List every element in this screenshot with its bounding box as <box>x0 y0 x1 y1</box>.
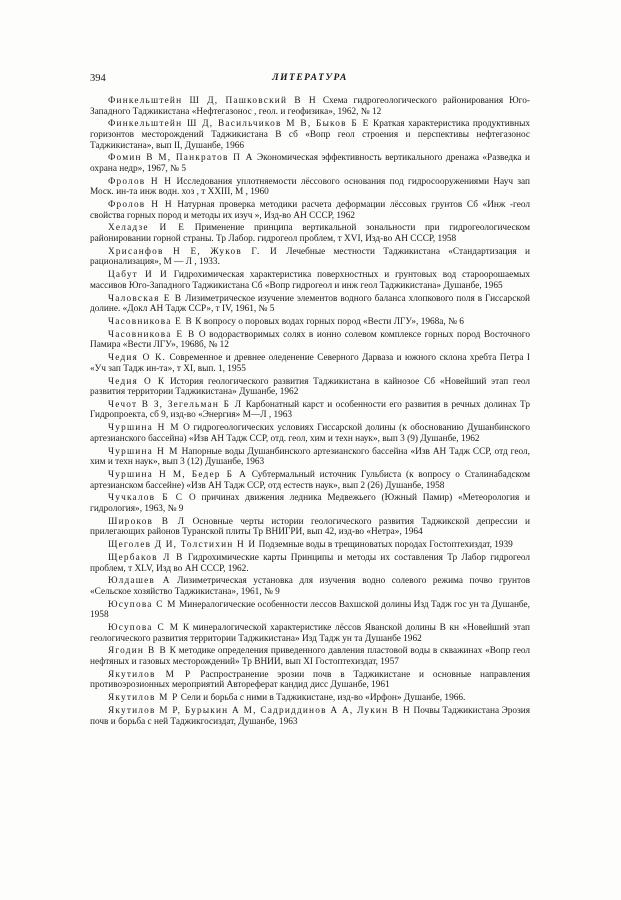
reference-text: Субтермальный источник Гульбиста (к вопросу о Сталинабадском артезианском бассейне) «Изв АН Тадж ССР, отд естеств наук», вып 2 (26) Душанбе, 1958 <box>90 470 530 491</box>
reference-authors: Чечот В З, Зегельман Б Л <box>108 399 243 410</box>
reference-entry <box>90 153 530 174</box>
reference-entry <box>90 670 530 691</box>
reference-text: Сели и борьба с ними в Таджикистане, изд-во «Ирфон» Душанбе, 1966. <box>178 693 466 704</box>
reference-authors: Фролов Н Н <box>108 200 173 211</box>
reference-entry <box>90 600 530 621</box>
reference-entry <box>90 247 530 268</box>
reference-entry <box>90 540 530 551</box>
running-title: ЛИТЕРАТУРА <box>272 73 348 83</box>
reference-text: Гидрохимические карты Принципы и методы их составления Тр Лабор гидрогеол проблем, т XLV, Изд во АН СССР, 1962. <box>90 552 530 574</box>
reference-authors: Хрисанфов Н Е, Жуков Г. И <box>108 246 278 257</box>
reference-authors: Часовникова Е В <box>108 329 196 340</box>
reference-entry <box>90 294 530 315</box>
reference-text: Гидрохимическая характеристика поверхностных и грунтовых вод староорошаемых массивов Юго-Западного Таджикистана Сб «Вопр гидрогеол и инж геол Таджикистана» Душанбе, 1965 <box>90 270 530 291</box>
reference-entry <box>90 317 530 328</box>
reference-entry <box>90 447 530 468</box>
reference-entry <box>90 223 530 244</box>
page-header <box>90 73 530 87</box>
reference-entry <box>90 353 530 374</box>
reference-text: Минералогические особенности лессов Вахшской долины Изд Тадж гос ун та Душанбе, 1958 <box>90 599 530 621</box>
reference-entry <box>90 96 530 117</box>
reference-authors: Часовникова Е В <box>108 316 193 327</box>
reference-authors: Чуршина Н М <box>108 446 179 457</box>
reference-authors: Щербаков Л В <box>108 552 184 563</box>
reference-entry <box>90 706 530 727</box>
reference-authors: Якутилов М Р <box>108 693 179 704</box>
reference-authors: Чедия О К <box>108 376 166 387</box>
reference-text: О гидрогеологических условиях Гиссарской долины (к обоснованию Душанбинского артезианского бассейна) «Изв АН Тадж ССР, отд. геол, хим и техн наук», вып 3 (9) Душанбе, 1962 <box>90 423 530 444</box>
reference-authors: Чаловская Е В <box>108 293 183 304</box>
reference-authors: Юлдашев А <box>108 576 171 587</box>
reference-text: Подземные воды в трещиноватых породах Гостоптехиздат, 1939 <box>256 540 513 551</box>
reference-entry <box>90 553 530 574</box>
reference-entry <box>90 330 530 351</box>
reference-text: Почвы Таджикистана Эрозия почв и борьба с ней Таджикгосиздат, Душанбе, 1963 <box>90 705 530 727</box>
reference-entry <box>90 119 530 151</box>
reference-authors: Фролов Н Н <box>108 176 173 187</box>
reference-text: Напорные воды Душанбинского артезианского бассейна «Изв АН Тадж ССР, отд геол, хим и техн наук», вып 3 (12) Душанбе, 1963 <box>90 446 530 468</box>
reference-text: Экономическая эффективность вертикального дренажа «Разведка и охрана недр», 1967, № 5 <box>90 153 530 174</box>
page-number: 394 <box>90 73 106 84</box>
reference-authors: Ягодин В В <box>108 646 167 657</box>
reference-authors: Широков В Л <box>108 516 186 527</box>
reference-text: Лечебные местности Таджикистана «Стандартизация и рационализация», М — Л , 1933. <box>90 246 530 268</box>
reference-authors: Чедия О К. <box>108 353 167 364</box>
reference-authors: Чучкалов Б С <box>108 493 184 504</box>
reference-text: Применение принципа вертикальной зональности при гидрогеологическом районировании горной страны. Тр Лабор. гидрогеол проблем, т XVI, Изд-во АН СССР, 1958 <box>90 223 530 245</box>
reference-list <box>90 96 530 729</box>
reference-authors: Якутилов М Р, Бурыкин А М, Садриддинов А А, Лукин В Н <box>108 705 411 716</box>
reference-entry <box>90 576 530 597</box>
reference-entry <box>90 177 530 198</box>
reference-authors: Юсупова С М <box>108 599 177 610</box>
reference-text: О водорастворимых солях в ионно солевом комплексе горных пород Восточного Памира «Вести ЛГУ», 1968б, № 12 <box>90 329 530 351</box>
reference-entry <box>90 493 530 514</box>
reference-text: Лизиметрическая установка для изучения водно солевого режима почво грунтов «Сельское хозяйство Таджикистана», 1961, № 9 <box>90 576 530 597</box>
reference-authors: Финкельштейн Ш Д, Васильчиков М В, Быков Б Е <box>108 119 370 130</box>
reference-authors: Щеголев Д И, Толстихин Н И <box>108 540 257 551</box>
reference-authors: Цабут И И <box>108 270 168 281</box>
reference-authors: Якутилов М Р <box>108 669 192 680</box>
reference-authors: Хеладзе И Е <box>108 223 186 234</box>
reference-entry <box>90 377 530 398</box>
reference-authors: Чуршина Н М, Бедер Б А <box>108 470 248 480</box>
reference-entry <box>90 646 530 667</box>
reference-entry <box>90 200 530 221</box>
reference-text: К вопросу о поровых водах горных пород «Вести ЛГУ», 1968а, № 6 <box>192 316 464 327</box>
reference-entry <box>90 623 530 644</box>
reference-text: Исследования уплотняемости лёссового основания под гидросооружениями Науч зап Моск. ин-та инж водн. хоз , т XXIII, М , 1960 <box>90 176 530 198</box>
reference-text: К минералогической характеристике лёссов Яванской долины В кн «Новейший этап геологического развития территории Таджикистана» Изд Тадж ун та Душанбе 1962 <box>90 623 530 644</box>
reference-text: Схема гидрогеологического районирования Юго-Западного Таджикистана «Нефтегазонос , геол. и геофизика», 1962, № 12 <box>90 96 530 117</box>
reference-entry <box>90 270 530 291</box>
reference-text: Лизиметрическое изучение элементов водного баланса хлопкового поля в Гиссарской долине. «Докл АН Тадж ССР», т IV, 1961, № 5 <box>90 293 530 315</box>
reference-entry <box>90 517 530 538</box>
reference-entry <box>90 423 530 444</box>
reference-text: Распространение эрозии почв в Таджикистане и основные направления противоэрозионных мероприятий Автореферат кандид дисс Душанбе, 1961 <box>90 669 530 691</box>
reference-entry <box>90 470 530 491</box>
reference-entry <box>90 693 530 704</box>
reference-authors: Финкельштейн Ш Д, Пашковский В Н <box>108 96 317 106</box>
reference-authors: Юсупова С М <box>108 623 180 634</box>
reference-authors: Чуршина Н М <box>108 423 180 434</box>
reference-text: История геологического развития Таджикистана в кайнозое Сб «Новейший этап геол развития территории Таджикистана» Душанбе, 1962 <box>90 376 530 398</box>
reference-authors: Фомин В М, Панкратов П А <box>108 153 254 164</box>
reference-text: Краткая характеристика продуктивных горизонтов месторождений Таджикистана В сб «Вопр геол строения и перспективы нефтегазонос Таджикистана», вып II, Душанбе, 1966 <box>90 119 530 151</box>
reference-text: Карбонатный карст и особенности его развития в речных долинах Тр Гидропроекта, сб 9, изд-во «Энергия» М—Л , 1963 <box>90 399 530 421</box>
reference-text: Современное и древнее оледенение Северного Дарваза и южного склона хребта Петра I «Уч зап Тадж ин-та», т XI, вып. 1, 1955 <box>90 353 530 374</box>
reference-text: О причинах движения ледника Медвежьего (Южный Памир) «Метеорология и гидрология», 1963, № 9 <box>90 493 531 514</box>
reference-text: Основные черты истории геологического развития Таджикской депрессии и прилегающих районов Туранской плиты Тр ВНИГРИ, вып 42, изд-во «Нетра», 1964 <box>90 516 530 538</box>
reference-text: Натурная проверка методики расчета деформации лёссовых грунтов Сб «Инж -геол свойства горных пород и методы их изуч », Изд-во АН СССР, 1962 <box>90 200 530 221</box>
reference-text: К методике определения приведенного давления пластовой воды в скважинах «Вопр геол нефтяных и газовых месторождений» Тр ВНИИ, вып XI Гостоптехиздат, 1957 <box>90 646 530 667</box>
reference-entry <box>90 400 530 421</box>
